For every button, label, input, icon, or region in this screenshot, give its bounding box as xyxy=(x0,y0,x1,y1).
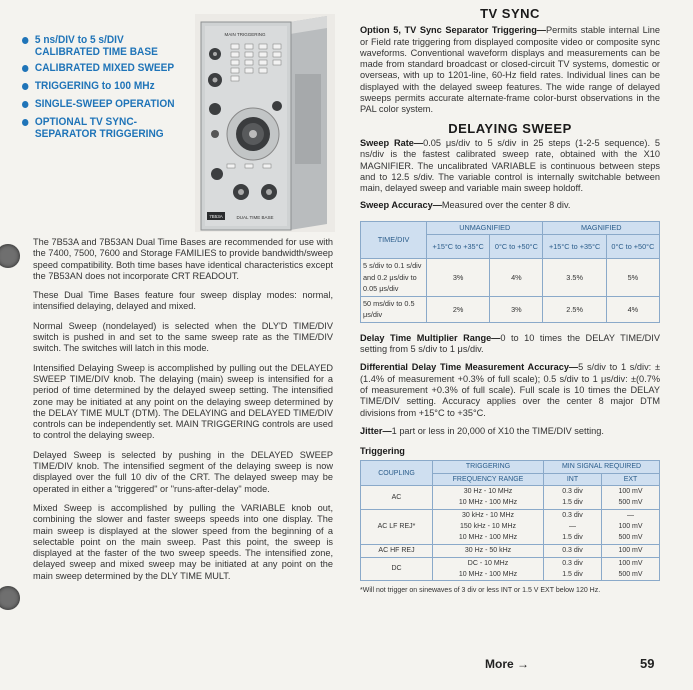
left-column xyxy=(33,237,333,590)
panel-text: MAIN TRIGGERING xyxy=(224,32,266,37)
col-header-triggering: TRIGGERING xyxy=(433,461,544,473)
table-row xyxy=(361,509,660,544)
col-header-timediv: TIME/DIV xyxy=(361,221,427,258)
paragraph: The 7B53A and 7B53AN Dual Time Bases are recommended for use with the 7400, 7500, 7600 and Storage FAMILIES to provide bandwidth/sweep speed compatibility. Both time bases have identical characteristics except the 7B53AN does not incorporate CRT READOUT. xyxy=(33,237,333,281)
feature-item: SINGLE-SWEEP OPERATION xyxy=(22,98,178,110)
col-header: +15°C to +35°C xyxy=(543,234,606,258)
col-header-coupling: COUPLING xyxy=(361,461,433,486)
cell: 4% xyxy=(606,296,659,322)
table-row xyxy=(361,296,660,322)
bullet-icon xyxy=(22,83,28,90)
col-group-unmagnified: UNMAGNIFIED xyxy=(427,221,543,234)
col-header-int: INT xyxy=(544,473,602,485)
sweep-accuracy-paragraph: Sweep Accuracy—Measured over the center 8 div. xyxy=(360,200,571,211)
ext-cell: — 100 mV 500 mV xyxy=(602,509,660,544)
binder-hole-1 xyxy=(0,244,20,268)
table-row xyxy=(361,544,660,557)
coupling-cell: AC HF REJ xyxy=(361,544,433,557)
freq-cell: 30 Hz - 50 kHz xyxy=(433,544,544,557)
paragraph: Mixed Sweep is accomplished by pulling the VARIABLE knob out, combining the slower and faster sweeps speeds into one display. The main sweep is displayed at the slower speed from the beginning of a selectable point on the main sweep. Past this point, the sweep is displayed at the faster of the two sweep speeds. The intensified zone, delayed sweep and mixed sweep may be initiated at any point on the main sweep determined by the DLY TIME MULT. xyxy=(33,502,333,581)
table-row xyxy=(361,557,660,581)
bullet-icon xyxy=(22,101,28,108)
int-cell: 0.3 div — 1.5 div xyxy=(544,509,602,544)
triggering-table xyxy=(360,460,660,581)
row-label: 50 ms/div to 0.5 μs/div xyxy=(361,296,427,322)
bullet-icon xyxy=(22,119,28,126)
feature-item: CALIBRATED MIXED SWEEP xyxy=(22,62,178,74)
table-row xyxy=(361,258,660,296)
cell: 5% xyxy=(606,258,659,296)
col-header: +15°C to +35°C xyxy=(427,234,490,258)
cell: 4% xyxy=(490,258,543,296)
product-photo xyxy=(195,14,335,232)
int-cell: 0.3 div 1.5 div xyxy=(544,486,602,510)
binder-hole-2 xyxy=(0,586,20,610)
col-header-frequency: FREQUENCY RANGE xyxy=(433,473,544,485)
bullet-icon xyxy=(22,37,28,44)
page-number: 59 xyxy=(640,656,655,671)
col-header: 0°C to +50°C xyxy=(606,234,659,258)
col-header: 0°C to +50°C xyxy=(490,234,543,258)
dtm-paragraph: Delay Time Multiplier Range—0 to 10 times the DELAY TIME/DIV setting from 5 s/div to 1 μs/div. xyxy=(360,332,660,355)
model-label: 7B53A xyxy=(209,214,223,219)
coupling-cell: AC LF REJ* xyxy=(361,509,433,544)
feature-item: 5 ns/DIV to 5 s/DIV CALIBRATED TIME BASE xyxy=(22,34,178,58)
footnote: *Will not trigger on sinewaves of 3 div or less INT or 1.5 V EXT below 120 Hz. xyxy=(360,587,601,595)
paragraph: These Dual Time Bases feature four sweep display modes: normal, intensified delaying, delayed and mixed. xyxy=(33,290,333,312)
cell: 3.5% xyxy=(543,258,606,296)
int-cell: 0.3 div xyxy=(544,544,602,557)
ext-cell: 100 mV xyxy=(602,544,660,557)
freq-cell: 30 Hz - 10 MHz 10 MHz - 100 MHz xyxy=(433,486,544,510)
accuracy-table xyxy=(360,221,660,323)
freq-cell: 30 kHz - 10 MHz 150 kHz - 10 MHz 10 MHz - 100 MHz xyxy=(433,509,544,544)
jitter-paragraph: Jitter—1 part or less in 20,000 of X10 the TIME/DIV setting. xyxy=(360,425,604,436)
feature-item: OPTIONAL TV SYNC-SEPARATOR TRIGGERING xyxy=(22,116,178,140)
feature-item: TRIGGERING to 100 MHz xyxy=(22,80,178,92)
feature-list xyxy=(22,34,192,146)
section-heading-tv-sync: TV SYNC xyxy=(480,6,540,21)
cell: 2% xyxy=(427,296,490,322)
coupling-cell: AC xyxy=(361,486,433,510)
tv-sync-paragraph: Option 5, TV Sync Separator Triggering—Permits stable internal Line or Field rate triggering from displayed composite video or composite sync waveforms. Conventional waveform displays and measurements can be made from standard broadcast or closed-circuit TV systems, domestic or overseas, with up to 1201-line, 60-Hz field rates. Individual lines can be displayed with the delayed sweep features. The wide range of delayed sweeps permits accurate alternate-frame color-burst observations in the PAL color system. xyxy=(360,25,660,115)
sweep-rate-paragraph: Sweep Rate—0.05 μs/div to 5 s/div in 25 steps (1-2-5 sequence). 5 ns/div is the fastest calibrated sweep rate, obtained with the X10 MAGNIFIER. The uncalibrated VARIABLE is continuous between steps and to 12.5 s/div. The variable control is internally switchable between main, delayed sweep and variable main sweep holdoff. xyxy=(360,137,660,194)
paragraph: Delayed Sweep is selected by pushing in the DELAYED SWEEP TIME/DIV knob. The intensified segment of the delaying sweep is now displayed over the full 10 div of the CRT. The delayed sweep may be operated in either a "triggered" or "runs-after-delay" mode. xyxy=(33,449,333,494)
coupling-cell: DC xyxy=(361,557,433,581)
cell: 3% xyxy=(490,296,543,322)
col-header-min-signal: MIN SIGNAL REQUIRED xyxy=(544,461,660,473)
cell: 2.5% xyxy=(543,296,606,322)
panel-caption: DUAL TIME BASE xyxy=(236,215,274,220)
right-column xyxy=(360,8,660,596)
ext-cell: 100 mV 500 mV xyxy=(602,557,660,581)
int-cell: 0.3 div 1.5 div xyxy=(544,557,602,581)
bullet-icon xyxy=(22,65,28,72)
section-heading-delaying-sweep: DELAYING SWEEP xyxy=(448,120,572,136)
row-label: 5 s/div to 0.1 s/div and 0.2 μs/div to 0.05 μs/div xyxy=(361,258,427,296)
cell: 3% xyxy=(427,258,490,296)
col-group-magnified: MAGNIFIED xyxy=(543,221,660,234)
paragraph: Intensified Delaying Sweep is accomplished by pulling out the DELAYED SWEEP TIME/DIV knob. The delaying (main) sweep is intensified for a period of time determined by the delayed sweep setting. The intensified zone may be initiated at any point on the delaying sweep determined by the DELAY TIME MULT (DTM). The DELAYING and DELAYED TIME/DIV controls can be independently set. MAIN TRIGGERING controls are used to control the delaying sweep. xyxy=(33,362,333,441)
more-link[interactable]: More → xyxy=(485,657,530,671)
freq-cell: DC - 10 MHz 10 MHz - 100 MHz xyxy=(433,557,544,581)
table-row xyxy=(361,486,660,510)
col-header-ext: EXT xyxy=(602,473,660,485)
triggering-heading: Triggering xyxy=(360,446,405,457)
paragraph: Normal Sweep (nondelayed) is selected when the DLY'D TIME/DIV switch is pushed in and set to the same sweep rate as the TIME/DIV switch. The switches will latch in this mode. xyxy=(33,320,333,354)
ddtm-paragraph: Differential Delay Time Measurement Accuracy—5 s/div to 1 s/div: ±(1.4% of measurement +0.3% of full scale); 0.5 s/div to 1 μs/div: ±(0.7% of measurement +0.3% of full scale). Full scale is 10 times the DELAY TIME/DIV setting. Accuracy applies over the center 8 major DTM divisions from +15°C to +35°C. xyxy=(360,362,660,418)
ext-cell: 100 mV 500 mV xyxy=(602,486,660,510)
